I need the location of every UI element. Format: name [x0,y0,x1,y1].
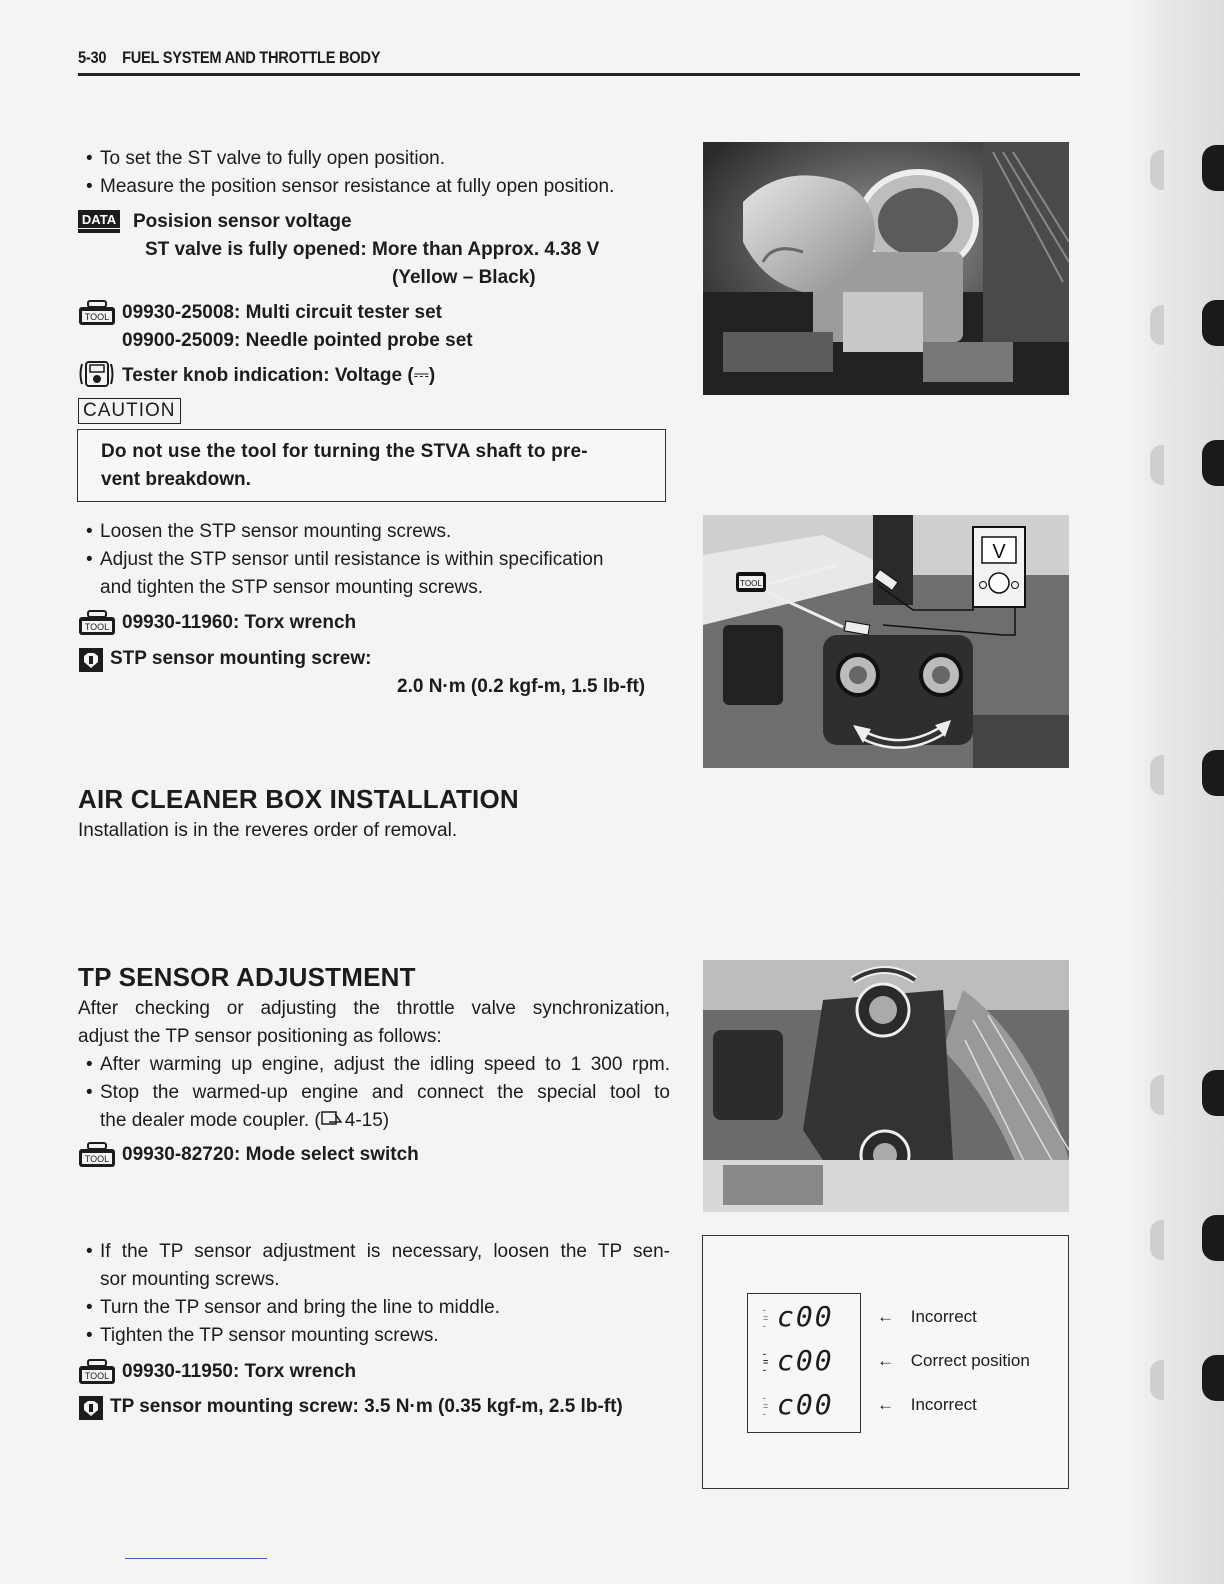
edge-tab [1150,755,1164,795]
tool-line: 09930-82720: Mode select switch [122,1144,419,1165]
caution-box [77,429,666,502]
tool-icon [78,610,116,636]
list-item-continued: sor mounting screws. [100,1269,280,1290]
tool-icon-label: TOOL [84,622,110,632]
list-item: • Measure the position sensor resistance at fully open position. [100,173,614,201]
list-item: • Loosen the STP sensor mounting screws. [100,518,451,546]
torque-wrench-icon [78,1395,104,1421]
dc-voltage-symbol: ⎓ [413,365,429,386]
torque-line: TP sensor mounting screw: 3.5 N·m (0.35 kgf-m, 2.5 lb-ft) [110,1396,623,1417]
lcd-reading: c00 [777,1300,834,1333]
display-label: Incorrect [910,1395,977,1414]
edge-tab [1150,1075,1164,1115]
list-item: • If the TP sensor adjustment is necessary, loosen the TP sen- [100,1238,670,1266]
stp-sensor-photo [703,515,1069,768]
tool-line: 09900-25009: Needle pointed probe set [122,330,473,351]
tool-icon-label: TOOL [84,312,110,322]
data-icon-label: DATA [81,212,117,227]
display-label-row [877,1395,977,1415]
edge-tab [1150,305,1164,345]
tool-line: 09930-11950: Torx wrench [122,1361,357,1382]
header-rule [78,73,1080,76]
tool-line: 09930-25008: Multi circuit tester set [122,302,442,323]
edge-tab [1150,1220,1164,1260]
lcd-reading: c00 [777,1344,834,1377]
reference-text: the dealer mode coupler. ( [100,1110,321,1132]
list-item: • Turn the TP sensor and bring the line to middle. [100,1294,500,1322]
caution-text: vent breakdown. [101,469,251,490]
list-item: • Tighten the TP sensor mounting screws. [100,1322,439,1350]
caution-label: CAUTION [78,398,181,424]
reference-icon [321,1107,345,1135]
tool-icon [78,300,116,326]
tool-icon-label: TOOL [84,1154,110,1164]
tp-sensor-photo [703,960,1069,1212]
caution-text: Do not use the tool for turning the STVA shaft to pre- [101,441,588,462]
section-heading: AIR CLEANER BOX INSTALLATION [78,784,519,814]
display-label: Correct position [910,1351,1030,1370]
page-number: 5-30 [78,48,107,67]
edge-tab [1202,300,1224,346]
torque-label: STP sensor mounting screw: [110,648,372,669]
edge-tab [1150,150,1164,190]
list-item: • After warming up engine, adjust the idling speed to 1 300 rpm. [100,1051,670,1079]
tool-icon [78,1142,116,1168]
arrow-left-icon: ← [877,1351,894,1370]
section-heading: TP SENSOR ADJUSTMENT [78,962,416,992]
arrow-left-icon: ← [877,1395,894,1414]
display-label-row [877,1307,977,1327]
edge-tab [1150,1360,1164,1400]
edge-tab [1202,145,1224,191]
torque-value: 2.0 N·m (0.2 kgf-m, 1.5 lb-ft) [397,676,646,697]
tester-indication [122,362,435,390]
paragraph: adjust the TP sensor positioning as follows: [78,1026,442,1047]
arrow-left-icon: ← [877,1307,894,1326]
edge-tab [1202,1355,1224,1401]
list-item-continued: and tighten the STP sensor mounting screws. [100,577,484,598]
edge-tab [1202,750,1224,796]
edge-tab [1150,445,1164,485]
list-item: • To set the ST valve to fully open position. [100,145,445,173]
footer-line [125,1558,267,1559]
data-spec: ST valve is fully opened: More than Approx. 4.38 V [145,239,600,260]
edge-tab [1202,440,1224,486]
display-label: Incorrect [910,1307,977,1326]
data-icon [78,210,120,234]
tester-icon [78,360,116,388]
lcd-reading: c00 [777,1388,834,1421]
edge-tab [1202,1070,1224,1116]
tool-line: 09930-11960: Torx wrench [122,612,357,633]
photo-tool-label: TOOL [740,579,762,588]
section-body: Installation is in the reveres order of removal. [78,820,458,841]
section-title: FUEL SYSTEM AND THROTTLE BODY [122,48,381,67]
display-label-row [877,1351,1030,1371]
reference-page[interactable]: 4-15) [344,1110,390,1132]
tool-icon-label: TOOL [84,1371,110,1381]
throttle-body-photo [703,142,1069,395]
data-wires: (Yellow – Black) [392,267,536,288]
list-item: • Adjust the STP sensor until resistance is within specification [100,546,672,574]
edge-tab [1202,1215,1224,1261]
list-item: • Stop the warmed-up engine and connect the special tool to [100,1079,670,1107]
paragraph: After checking or adjusting the throttle valve synchronization, [78,998,670,1019]
data-title: Posision sensor voltage [133,211,352,232]
list-item-continued [100,1107,389,1135]
display-figure: - = - c00 - = - c00 - = - c00 ← Incorrect ← Correct position ← Incorrect [702,1235,1069,1489]
page-header [78,48,380,68]
tool-icon [78,1359,116,1385]
tester-text: Tester knob indication: Voltage ( [122,365,414,386]
tester-close: ) [428,365,436,386]
meter-display: V [992,541,1006,563]
torque-wrench-icon [78,647,104,673]
